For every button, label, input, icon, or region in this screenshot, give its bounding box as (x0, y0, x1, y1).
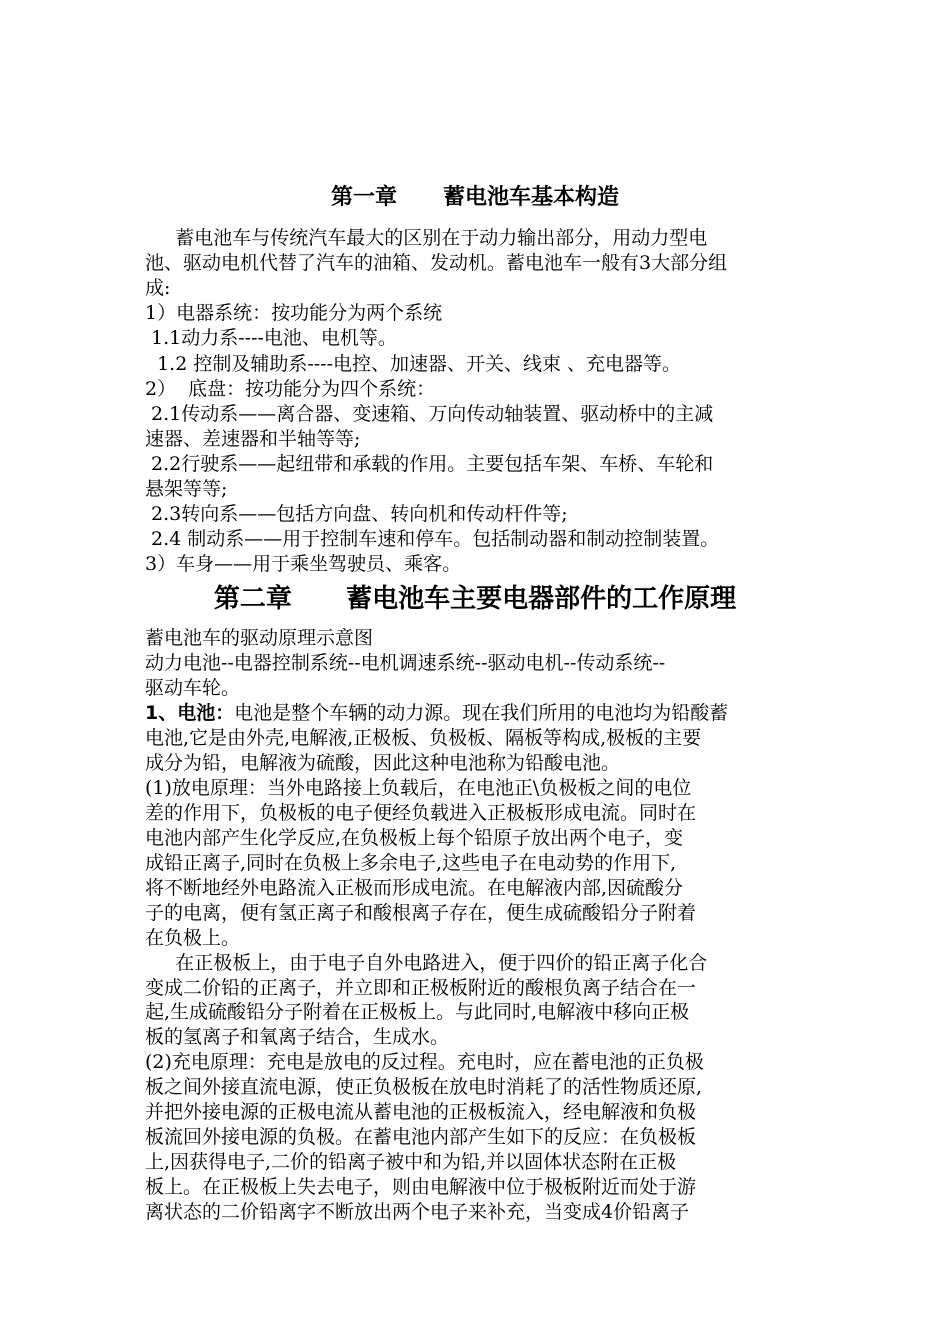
chapter1-line: 悬架等等; (145, 478, 228, 500)
chapter2-line: 离状态的二价铅离字不断放出两个电子来补充，当变成4价铅离子 (145, 1201, 690, 1224)
chapter1-line: 速器、差速器和半轴等等; (145, 427, 361, 450)
battery-text: 电池是整个车辆的动力源。现在我们所用的电池均为铅酸蓄 (234, 702, 729, 724)
chapter2-line: 起,生成硫酸铅分子附着在正极板上。与此同时,电解液中移向正极 (145, 1001, 690, 1024)
chapter2-line: 电池,它是由外壳,电解液,正极板、负极板、隔板等构成,极板的主要 (145, 727, 702, 749)
chapter2-line: 变成二价铅的正离子，并立即和正极板附近的酸根负离子结合在一 (145, 976, 697, 999)
chapter1-line: 蓄电池车与传统汽车最大的区别在于动力输出部分，用动力型电 (145, 227, 708, 249)
chapter2-line: 成分为铅，电解液为硫酸，因此这种电池称为铅酸电池。 (145, 751, 621, 774)
chapter1-line: 成: (145, 277, 171, 300)
chapter1-line: 2.2行驶系——起纽带和承载的作用。主要包括车架、车桥、车轮和 (145, 452, 714, 475)
chapter1-title: 第一章 蓄电池车基本构造 (331, 185, 619, 210)
chapter2-line: 子的电离，便有氢正离子和酸根离子存在，便生成硫酸铅分子附着 (145, 901, 697, 924)
chapter1-line: 1）电器系统：按功能分为两个系统 (145, 302, 443, 325)
chapter2-line: 在正极板上，由于电子自外电路进入，便于四价的铅正离子化合 (145, 951, 708, 974)
chapter2-intro-line: 驱动车轮。 (145, 677, 241, 699)
chapter2-line: 电池内部产生化学反应,在负极板上每个铅原子放出两个电子，变 (145, 826, 684, 849)
chapter2-line: 将不断地经外电路流入正极而形成电流。在电解液内部,因硫酸分 (145, 876, 684, 899)
chapter2-line: 成铅正离子,同时在负极上多余电子,这些电子在电动势的作用下, (145, 851, 677, 874)
chapter2-line: 在负极上。 (145, 926, 241, 949)
chapter2-intro-line: 蓄电池车的驱动原理示意图 (145, 627, 374, 649)
chapter1-line: 3）车身——用于乘坐驾驶员、乘客。 (145, 553, 462, 576)
chapter1-line: 池、驱动电机代替了汽车的油箱、发动机。蓄电池车一般有3大部分组 (145, 252, 728, 275)
battery-label: 1、电池： (145, 702, 235, 724)
chapter1-line: 2.1传动系——离合器、变速箱、万向传动轴装置、驱动桥中的主减 (145, 402, 714, 425)
chapter2-line: 上,因获得电子,二价的铅离子被中和为铅,并以固体状态附在正极 (145, 1151, 677, 1174)
chapter1-line: 1.1动力系----电池、电机等。 (145, 327, 397, 350)
chapter1-line: 1.2 控制及辅助系----电控、加速器、开关、线束 、充电器等。 (145, 352, 682, 375)
chapter2-line: 板的氢离子和氧离子结合，生成水。 (145, 1026, 450, 1049)
chapter2-line: (1)放电原理：当外电路接上负载后，在电池正\负极板之间的电位 (145, 776, 692, 799)
chapter1-line: 2.4 制动系——用于控制车速和停车。包括制动器和制动控制装置。 (145, 528, 720, 551)
chapter2-line: 板上。在正极板上失去电子，则由电解液中位于极板附近而处于游 (145, 1176, 697, 1199)
chapter2-title: 第二章 蓄电池车主要电器部件的工作原理 (213, 584, 737, 614)
chapter2-line: 板之间外接直流电源，使正负极板在放电时消耗了的活性物质还原, (145, 1076, 703, 1099)
chapter1-line: 2） 底盘：按功能分为四个系统： (145, 377, 436, 400)
chapter1-line: 2.3转向系——包括方向盘、转向机和传动杆件等; (145, 503, 568, 526)
chapter2-line: 板流回外接电源的负极。在蓄电池内部产生如下的反应：在负极板 (145, 1126, 697, 1149)
chapter2-line: (2)充电原理：充电是放电的反过程。充电时，应在蓄电池的正负极 (145, 1051, 704, 1074)
chapter2-line: 差的作用下，负极板的电子便经负载进入正极板形成电流。同时在 (145, 801, 697, 824)
chapter2-intro-line: 动力电池--电器控制系统--电机调速系统--驱动电机--传动系统-- (145, 652, 666, 674)
battery-paragraph-first-line (145, 702, 728, 725)
chapter2-line: 并把外接电源的正极电流从蓄电池的正极板流入，经电解液和负极 (145, 1101, 697, 1124)
